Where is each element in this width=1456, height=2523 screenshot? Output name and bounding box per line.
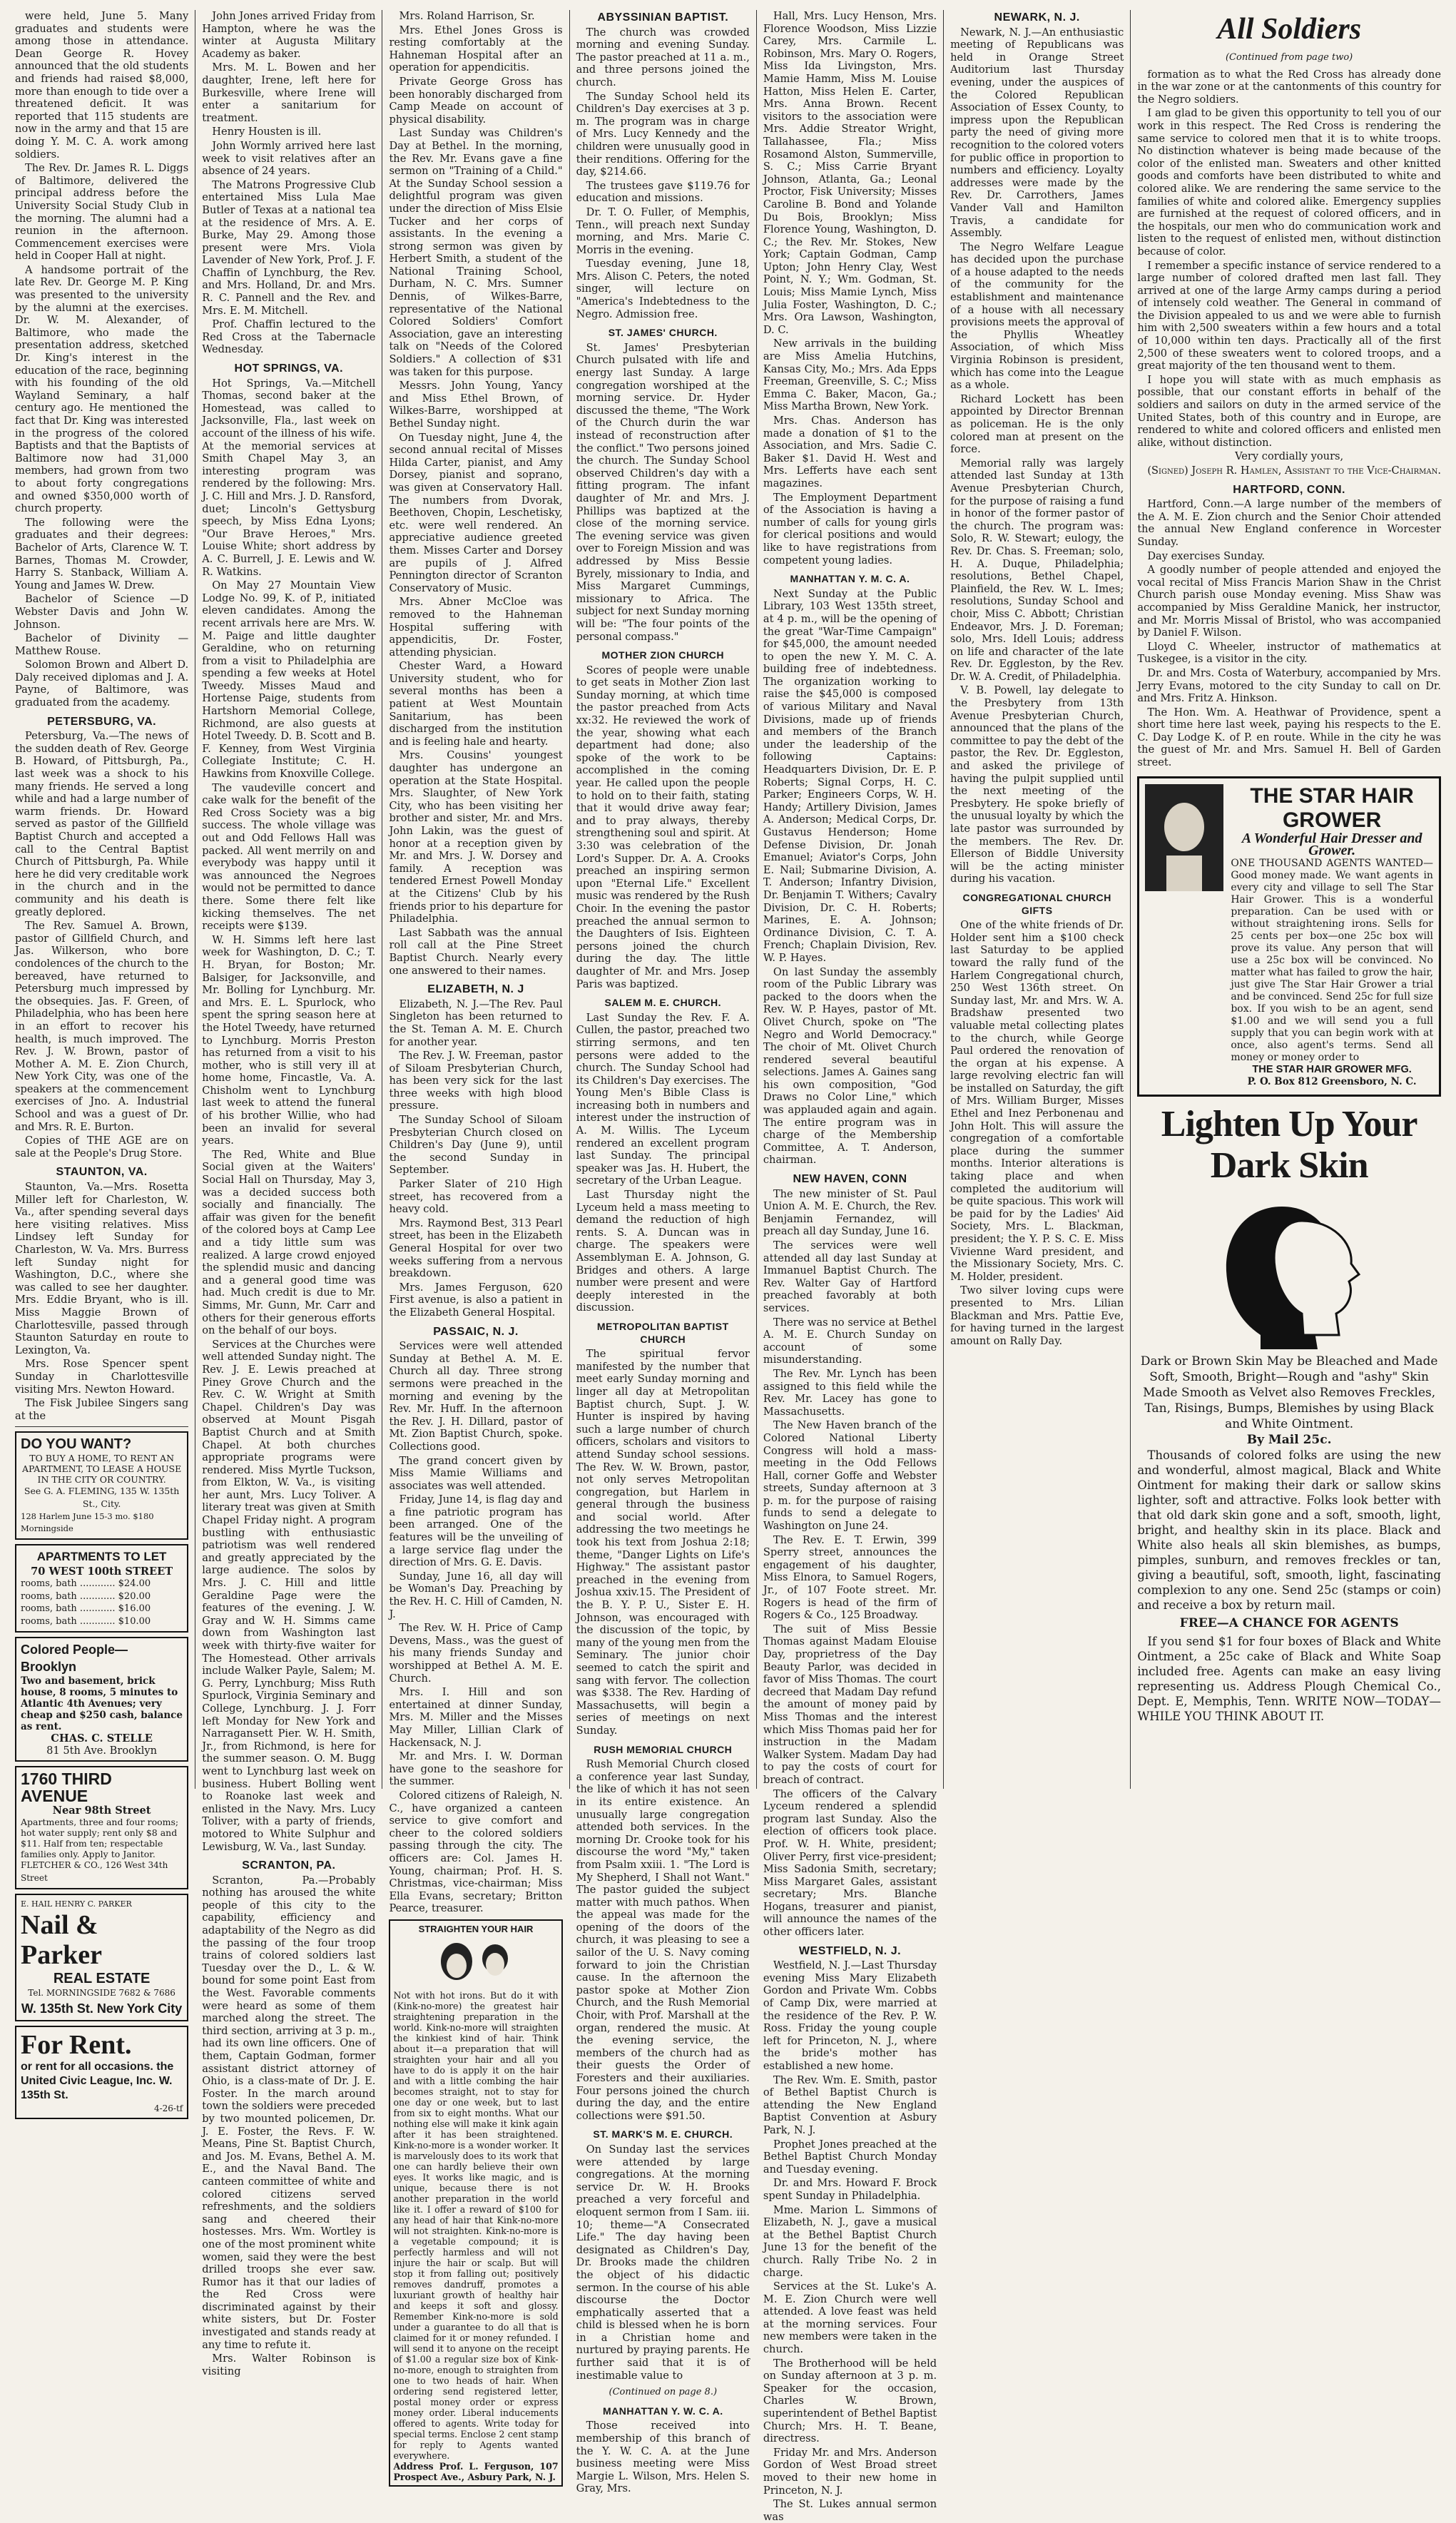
article-paragraph: Mrs. Chas. Anderson has made a donation of $1 to the Association, and Mrs. Sadie C. Baker $1. David H. West and Mrs. Lefferts have each sent magazines. — [763, 415, 937, 489]
article-paragraph: Private George Gross has been honorably discharged from Camp Meade on account of physical disability. — [389, 75, 563, 126]
article-paragraph: Petersburg, Va.—The news of the sudden death of Rev. George B. Howard, of Pittsburgh, Pa., last week was a shock to his many friends. He served a long while and had a large number of warm friends. Dr. Howard served as pastor of the Gillfield Baptist Church and accepted a call to the Central Baptist Church of Pittsburgh, Pa. While here he did very creditable work in the church and in the community and his death is greatly deplored. — [15, 730, 189, 918]
article-paragraph: Mrs. M. L. Bowen and her daughter, Irene, left here for Burkesville, where Irene will enter a sanitarium for treatment. — [202, 61, 376, 124]
article-paragraph: The Rev. E. T. Erwin, 399 Sperry street, announces the engagement of his daughter, Miss Elnora, to Samuel Rogers, Jr., of 107 Foote street. Mr. Rogers is head of the firm of Rogers & Co., 125 Broadway. — [763, 1533, 937, 1622]
article-paragraph: The Rev. W. H. Price of Camp Devens, Mass., was the guest of his many friends Sunday and worshipped at Bethel A. M. E. Church. — [389, 1622, 563, 1685]
ad-brooklyn — [15, 1637, 188, 1762]
article-paragraph: Chester Ward, a Howard University student, who for several months has been a patient at West Mountain Sanitarium, has been discharged from the institution and is feeling hale and hearty. — [389, 660, 563, 748]
article-paragraph: The services were well attended all day last Sunday at Immanuel Baptist Church. The Rev. Walter Gay of Hartford preached favorably at both services. — [763, 1239, 937, 1314]
article-paragraph: The following were the graduates and their degrees: Bachelor of Arts, Clarence W. T. Barnes, Thomas M. Crowder, Harry S. Stanback, William A. Young and James W. Drew. — [15, 516, 189, 592]
article-paragraph: The Rev. Dr. James R. L. Diggs of Baltimore, delivered the principal address before the University Social Study Club in the morning. The alumni had a reunion in the afternoon. Commencement exercises were held in Cooper Hall at night. — [15, 162, 189, 263]
ad-straighten-hair — [389, 1919, 562, 2487]
section-heading-passaic: PASSAIC, N. J. — [433, 1325, 519, 1338]
continuation-note: (Continued from page two) — [1225, 52, 1353, 63]
article-paragraph: Parker Slater of 210 High street, has recovered from a heavy cold. — [389, 1178, 563, 1216]
ad-contact: See G. A. FLEMING, 135 W. 135th St., City. — [24, 1486, 180, 1509]
ad-title: For Rent. — [21, 2029, 132, 2060]
ad-row: rooms, bath ............ $16.00 — [21, 1603, 151, 1615]
article-paragraph: Friday Mr. and Mrs. Anderson Gordon of West Broad street moved to their new home in Princeton, N. J. — [763, 2446, 937, 2497]
article-paragraph: Richard Lockett has been appointed by Director Brennan as policeman. He is the only colored man at present on the force. — [950, 392, 1124, 456]
ad-title: APARTMENTS TO LET — [36, 1549, 167, 1563]
article-paragraph: Bachelor of Science —D Webster Davis and John W. Johnson. — [15, 593, 189, 631]
article-paragraph: The grand concert given by Miss Mamie Williams and associates was well attended. — [389, 1454, 563, 1492]
ad-row: rooms, bath ............ $10.00 — [21, 1616, 151, 1628]
article-paragraph: One of the white friends of Dr. Holder sent him a $100 check last Saturday to be applied toward the rally fund of the Harlem Congregational church, 250 West 136th street. On Sunday last, Mr. and Mrs. W. A. Bradshaw presented two valuable metal collecting plates to the church, while George Paul ordered the renovation of the organ at his expense. A large revolving electric fan will be installed on Saturday, the gift of Mrs. William Burger, Misses Ethel and Inez Perbonenau and John Holt. This will assure the congregation of a comfortable place during the summer months. Interior alterations is taking place and when completed the auditorium will be quite spacious. This work will be paid for by the Ladies' Aid Society, Mrs. L. Blackman, president; the Y. P. S. C. E. Miss Vivienne Ward president, and the Missionary Society, Mrs. C. M. Holder, president. — [950, 919, 1124, 1283]
column-2 — [195, 10, 382, 2377]
article-paragraph: Services at the St. Luke's A. M. E. Zion Church were well attended. A love feast was held at the morning services. Four new members were taken in the church. — [763, 2280, 937, 2356]
ad-third-avenue — [15, 1766, 188, 1889]
section-heading-hot-springs: HOT SPRINGS, VA. — [234, 362, 344, 375]
article-paragraph: Last Sunday was Children's Day at Bethel. In the morning, the Rev. Mr. Evans gave a fine sermon on "Training of a Child." At the Sunday School session a delightful program was given under the direction of Miss Elsie Tucker and her corps of assistants. In the evening a strong sermon was given by Herbert Smith, a student of the National Training School, Durham, N. C. Mrs. Sumner Dennis, of Wilkes-Barre, representative of the National Colored Soldiers' Comfort Association, gave an interesting talk on "Needs of the Colored Soldiers." A collection of $31 was taken for this purpose. — [389, 127, 563, 378]
article-paragraph: There was no service at Bethel A. M. E. Church Sunday on account of some misunderstanding. — [763, 1316, 937, 1366]
article-paragraph: Rush Memorial Church closed a conference year last Sunday, the like of which it has not seen in its entire existence. An unusually large congregation attended both services. In the morning Dr. Crooke took for his discourse the word "My," taken from Psalm xxiii. 1. "The Lord is My Shepherd, I Shall not Want." The pastor guided the subject matter with much pathos. When the appeal was made for the opening of the doors of the church, it was pleasing to see a sailor of the U. S. Navy coming forward to join the Christian cause. In the afternoon the pastor spoke at Mother Zion Church, and the Rush Memorial Choir, with Prof. Marshall at the organ, rendered the music. At the evening service, the members of the church had as their guests the Order of Foresters and their auxiliaries. Four persons joined the church during the day, and the entire collections were $91.50. — [576, 1758, 750, 2122]
section-heading-elizabeth: ELIZABETH, N. J — [427, 983, 524, 996]
article-paragraph: Services were well attended Sunday at Bethel A. M. E. Church all day. Three strong sermons were preached in the morning and evening by the Rev. Mr. Huff. In the afternoon the Rev. J. H. Dillard, pastor of Mt. Zion Baptist Church, spoke. Collections good. — [389, 1340, 563, 1453]
ad-for-rent — [15, 2026, 188, 2120]
article-paragraph: Hartford, Conn.—A large number of the members of the A. M. E. Zion church and the Senior Choir attended the annual New England conference in Worcester Sunday. — [1137, 498, 1441, 548]
ad-nail-parker — [15, 1894, 188, 2021]
article-paragraph: Last Sabbath was the annual roll call at the Pine Street Baptist Church. Nearly every one answered to their names. — [389, 926, 563, 977]
article-paragraph: Last Thursday night the Lyceum held a mass meeting to demand the reduction of high rents. S. A. Duncan was in charge. The speakers were Assemblyman E. A. Johnson, G. Bridges and others. A large number were present and were deeply interested in the discussion. — [576, 1189, 750, 1314]
ad-title: 1760 THIRD AVENUE — [21, 1769, 112, 1805]
ad-body: Thousands of colored folks are using the new and wonderful, almost magical, Black and White Ointment for making their dark or sallow skins lighter, soft and attractive. Folks look better with that old dark skin gone and a soft, smooth, light, bright, and healthy skin in its place. Black and White also heals all skin blemishes, as bumps, pimples, sunburn, and removes freckles or tan, giving a beautiful, soft, smooth, light, fascinating complexion to any one. Send 25c (stamps or coin) and receive a box by return mail. — [1137, 1448, 1441, 1613]
ad-subtitle: REAL ESTATE — [53, 1971, 151, 1987]
article-paragraph: I am glad to be given this opportunity to tell you of our work in this respect. The Red Cross is rendering the same service to colored men that it is to white troops. No distinction whatever is being made because of the color of the enlisted man. Sweaters and other knitted goods and comforts have been distributed to white and colored alike. We are rendering the same service to the families of white and colored alike. Emergency supplies are furnished at the request of colored officers, and in the hospitals, our men who do communication work and listen to the request of enlisted men, without distinction because of color. — [1137, 107, 1441, 258]
ad-black-white-lead: Dark or Brown Skin May be Bleached and Made Soft, Smooth, Bright—Rough and "ashy" Skin Made Smooth as Velvet also Removes Freckles, Tan, Risings, Bumps, Blemishes by using Black and White Ointment. — [1140, 1354, 1438, 1432]
article-paragraph: Dr. and Mrs. Howard F. Brock spent Sunday in Philadelphia. — [763, 2177, 937, 2202]
section-heading-newark: NEWARK, N. J. — [994, 11, 1080, 24]
article-paragraph: The Fisk Jubilee Singers sang at the — [15, 1397, 189, 1422]
article-paragraph: The Matrons Progressive Club entertained Miss Lula Mae Butler of Texas at a national tea at the residence of Mrs. A. E. Burke, May 29. Among those present were Mrs. Viola Lavender of New York, Prof. J. F. Chaffin of Lynchburg, the Rev. and Mrs. Holland, Dr. and Mrs. R. C. Pannell and the Rev. and Mrs. E. M. Mitchell. — [202, 178, 376, 317]
article-paragraph: The Rev. Mr. Lynch has been assigned to this field while the Rev. Mr. Lacey has gone to Massachusetts. — [763, 1367, 937, 1418]
article-paragraph: The new minister of St. Paul Union A. M. E. Church, the Rev. Benjamin Fernandez, will preach all day Sunday, June 16. — [763, 1187, 937, 1238]
article-paragraph: On May 27 Mountain View Lodge No. 99, K. of P., initiated eleven candidates. Among the recent arrivals here are Mrs. W. M. Paige and little daughter Geraldine, who on returning from a visit to Philadelphia are spending a few weeks at Hotel Tweedy. Misses Maud and Hortense Paige, students from Hartshorn Memorial College, Richmond, are also guests at Hotel Tweedy. D. B. Scott and B. F. Kenney, from West Virginia Collegiate Institute; C. H. Hawkins from Knoxville College. — [202, 579, 376, 781]
article-paragraph: I hope you will state with as much emphasis as possible, that our constant efforts in behalf of the soldiers and sailors on duty in the armed service of the United States, both of this country and in Europe, are rendered to white and colored officers and enlisted men alike, without distinction. — [1137, 373, 1441, 449]
ad-title: STRAIGHTEN YOUR HAIR — [418, 1923, 534, 1934]
ad-phone: 128 Harlem June 15-3 mo. $180 Morningside — [21, 1511, 154, 1534]
profile-silhouettes-icon — [1175, 1192, 1403, 1349]
article-paragraph: John Jones arrived Friday from Hampton, where he was the winter at Augusta Military Academy as baker. — [202, 10, 376, 60]
article-paragraph: Mrs. Abner McCloe was removed to the Hahneman Hospital suffering with appendicitis, Dr. Foster, attending physician. — [389, 596, 563, 659]
article-paragraph: Day exercises Sunday. — [1147, 549, 1265, 562]
article-paragraph: Lloyd C. Wheeler, instructor of mathematics at Tuskegee, is a visitor in the city. — [1137, 640, 1441, 666]
article-paragraph: Westfield, N. J.—Last Thursday evening Miss Mary Elizabeth Gordon and Private Wm. Cobbs of Camp Dix, were married at the residence of the Rev. P. W. Ross. Friday the young couple left for Princeton, N. J., where the bride's mother has established a new home. — [763, 1959, 937, 2072]
ad-title: Colored People—Brooklyn — [21, 1642, 128, 1674]
section-heading-petersburg: PETERSBURG, VA. — [47, 715, 157, 728]
article-paragraph: Mme. Marion L. Simmons of Elizabeth, N. J., gave a musical at the Bethel Baptist Church June 13 for the benefit of the church. Rally Tribe No. 2 in charge. — [763, 2203, 937, 2279]
article-paragraph: On last Sunday the assembly room of the Public Library was packed to the doors when the Rev. W. P. Hayes, pastor of Mt. Olivet Church, spoke on "The Negro and World Democracy." The choir of Mt. Olivet Church rendered several beautiful selections. James A. Gaines sang his own composition, "God Draws no Color Line," which was applauded again and again. The entire program was in charge of the Membership Committee, A. T. Anderson, chairman. — [763, 965, 937, 1167]
ad-company: THE STAR HAIR GROWER MFG. — [1252, 1063, 1412, 1075]
divider — [15, 1426, 188, 1427]
article-paragraph: The trustees gave $119.76 for education and missions. — [576, 179, 750, 205]
article-paragraph: Copies of THE AGE are on sale at the People's Drug Store. — [15, 1134, 189, 1159]
article-paragraph: Memorial rally was largely attended last Sunday at 13th Avenue Presbyterian Church, for the purpose of raising a fund in honor of the former pastor of the church. The program was: Solo, R. W. Stewart; eulogy, the Rev. Dr. Chas. S. Freeman; solo, H. A. Duque, Philadelphia; resolutions, Bethel Chapel, Plainfield, the Rev. W. L. Imes; resolutions, Sunday School and choir, Miss C. Abbott; Christian Endeavor, Mrs. J. D. Foreman; solo, Mrs. Idell Louis; address on life and character of the late Rev. Dr. Eggleston, by the Rev. Dr. W. A. Credit, of Philadelphia. — [950, 457, 1124, 683]
ad-date: 4-26-tf — [153, 2103, 183, 2113]
article-paragraph: Colored citizens of Raleigh, N. C., have organized a canteen service to give comfort and cheer to the colored soldiers passing through the city. The officers are: Col. James H. Young, chairman; Prof. H. S. Christmas, vice-chairman; Miss Ella Evans, secretary; Britton Pearce, treasurer. — [389, 1789, 563, 1915]
ad-subtitle: A Wonderful Hair Dresser and Grower. — [1241, 830, 1422, 859]
ad-row: rooms, bath ............ $20.00 — [21, 1590, 151, 1602]
article-paragraph: The church was crowded morning and evening Sunday. The pastor preached at 11 a. m., and three persons joined the church. — [576, 26, 750, 88]
article-paragraph: The New Haven branch of the Colored National Liberty Congress will hold a mass-meeting in the Odd Fellows Hall, corner Goffe and Webster streets, Sunday afternoon at 3 p. m. for the purpose of raising funds to send a delegate to Washington on June 24. — [763, 1419, 937, 1533]
article-paragraph: Mrs. Roland Harrison, Sr. — [399, 10, 535, 22]
article-paragraph: Mrs. Raymond Best, 313 Pearl street, has been in the Elizabeth General Hospital for over two weeks suffering from a nervous breakdown. — [389, 1217, 563, 1280]
article-paragraph: Next Sunday at the Public Library, 103 West 135th street, at 4 p. m., will be the opening of the great "War-Time Campaign" for $45,000, the amount needed to open the new Y. M. C. A. building free of indebtedness. The organization working to raise the $45,000 is composed of various Military and Naval Divisions, made up of friends and members of the Branch under the leadership of the following Captains: Headquarters Division, Dr. E. P. Roberts; Signal Corps, H. C. Parker; Engineers Corps, W. H. Handy; Artillery Division, James A. Anderson; Medical Corps, Dr. Gustavus Henderson; Home Defense Division, Dr. Jonah Emanuel; Aviator's Corps, John E. Nail; Submarine Division, A. T. Anderson; Infantry Division, Dr. Benjamin T. Withers; Cavalry Division, Dr. C. H. Roberts; Marines, E. A. Johnson; Ordinance Division, C. T. A. French; Chaplain Division, Rev. W. P. Hayes. — [763, 587, 937, 964]
article-paragraph: The suit of Miss Bessie Thomas against Madam Elouise Day, proprietress of the Day Beauty Parlor, was decided in favor of Miss Thomas. The court decreed that Madam Day refund the amount of money paid by Miss Thomas and the interest which Miss Thomas paid her for instruction in the Madam Walker System. Madam Day had to pay the costs of court for breach of contract. — [763, 1623, 937, 1786]
article-paragraph: Solomon Brown and Albert D. Daly received diplomas and J. A. Payne, of Baltimore, was graduated from the academy. — [15, 659, 189, 709]
ad-title: THE STAR HAIR GROWER — [1250, 783, 1414, 832]
letter-closing: Very cordially yours, — [1235, 450, 1344, 463]
article-paragraph: A goodly number of people attended and enjoyed the vocal recital of Miss Francis Marion Shaw in the Christ Church parish ouse Monday evening. Miss Shaw was accompanied by Miss Geraldine Manick, her instructor, and Mr. Morris Missal of Bristol, who was accompanied by Daniel F. Wilson. — [1137, 564, 1441, 639]
article-paragraph: The Sunday School of Siloam Presbyterian Church closed on Children's Day (June 9), until the second Sunday in September. — [389, 1114, 563, 1177]
section-heading-congregational-gifts: CONGREGATIONAL CHURCH GIFTS — [962, 891, 1111, 916]
article-paragraph: Hall, Mrs. Lucy Henson, Mrs. Florence Woodson, Miss Lizzie Carey, Mrs. Carmile L. Robinson, Mrs. Mary O. Rogers, Miss Ida Livingston, Mrs. Mamie Hamm, Miss M. Louise Hatton, Miss Helen E. Carter, Mrs. Anna Brown. Recent visitors to the association were Mrs. Addie Streator Wright, Tallahassee, Fla.; Miss Rosamond Alston, Summerville, S. C.; Miss Carrie Bryant Johnson, Atlanta, Ga.; Leonal Proctor, Fisk University; Misses Caroline B. Bond and Yolande Du Bois, Brooklyn; Miss Florence Young, Washington, D. C.; the Rev. Mr. Stokes, New York; Captain Godman, Camp Upton; John Henry Clay, West Point, N. Y.; Wm. Godman, St. Louis; Miss Mamie Lynch, Miss Julia Foster, Washington, D. C.; Mrs. Ora Lawson, Washington, D. C. — [763, 10, 937, 336]
article-paragraph: Dr. T. O. Fuller, of Memphis, Tenn., will preach next Sunday morning, and Mrs. Marie C. Morris in the evening. — [576, 205, 750, 256]
ad-body: Apartments, three and four rooms; hot water supply; rent only $8 and $11. Half from ten; respectable families only. Apply to Janitor. — [21, 1817, 179, 1860]
section-heading-metropolitan: METROPOLITAN BAPTIST CHURCH — [596, 1320, 729, 1345]
article-paragraph: W. H. Simms left here last week for Washington, D. C.; T. H. Bryan, for Boston; Mr. Balsiger, for Jacksonville, and Mr. Bolling for Lynchburg. Mr. and Mrs. E. L. Spurlock, who spent the spring season here at the Hotel Tweedy, have returned to Lynchburg. Morris Preston has returned from a visit to his mother, who is still very ill at home home, Fincastle, Va. A. Chisholm went to Lynchburg last week to attend the funeral of his brother Willie, who had been an invalid for several years. — [202, 933, 376, 1147]
article-paragraph: Mr. and Mrs. I. W. Dorman have gone to the seashore for the summer. — [389, 1750, 563, 1788]
article-paragraph: Henry Housten is ill. — [212, 126, 322, 138]
column-7 — [1131, 10, 1447, 1789]
section-heading-st-marks: ST. MARK'S M. E. CHURCH. — [593, 2128, 733, 2141]
ad-address: 81 5th Ave. Brooklyn — [46, 1745, 158, 1757]
section-heading-st-james: ST. JAMES' CHURCH. — [608, 327, 718, 339]
article-paragraph: Mrs. Walter Robinson is visiting — [202, 2352, 376, 2377]
section-heading-hartford: HARTFORD, CONN. — [1233, 483, 1345, 496]
ad-body: Two and basement, brick house, 8 rooms, 5 minutes to Atlantic 4th Avenues; very cheap and $250 cash, balance as rent. — [21, 1675, 183, 1732]
ad-body: Not with hot irons. But do it with (Kink-no-more) the greatest hair straightening preparation in the world. Kink-no-more will straighten the kinkiest kind of hair. Think about it—a preparation that will straighten your hair and all you have to do is apply it on the hair and with a little combing the hair becomes straight, not to stay for one day or one week, but to last from six to eight months. What our nothing else will make it kink again after it has been straightened. Kink-no-more is a wonder worker. It is marvelously does to its work that one can hardly believe their own eyes. It works like magic, and is unique, because there is not another preparation in the world like it. I offer a reward of $100 for any head of hair that Kink-no-more will not straighten. Kink-no-more is a vegetable compound; it is perfectly harmless and will not injure the hair or scalp. But will stop it from falling out; positively removes dandruff, promotes a luxuriant growth of healthy hair and keeps it soft and glossy. Remember Kink-no-more is sold under a guarantee to do all that is claimed for it or money refunded. I will send it to anyone on the receipt of $1.00 a regular size box of Kink-no-more, enough to straighten from one to two heads of hair. When ordering send registered letter, postal money order or express money order. Liberal inducements offered to agents. Write today for special terms. Enclose 2 cent stamp for reply to Agents wanted everywhere. — [393, 1989, 559, 2461]
column-4 — [570, 10, 757, 2495]
article-paragraph: Services at the Churches were well attended Sunday night. The Rev. J. E. Lewis preached at Piney Grove Church and the Rev. C. W. Wright at Smith Chapel. Children's Day was observed at Mount Pisgah Baptist Church and at Smith Chapel. At both churches appropriate programs were rendered. Miss Myrtle Tuckson, from Elkton, W. Va., is visiting her aunt, Mrs. Lucy Toliver. A literary treat was given at Smith Chapel Friday night. A program bustling with enthusiastic patriotism was well rendered and greatly appreciated by the large audience. The solos by Mrs. J. C. Hill and little Geraldine Page were the features of the evening. J. W. Gray and W. H. Simms came down from Washington last week with thirty-five waiter for The Homestead. Other arrivals include Walker Payle, Salem; M. G. Perry, Lynchburg; Miss Ruth Spurlock, Virginia Seminary and College, Lynchburg. J. J. Forr left Monday for New York and Narragansett Pier. W. H. Smith, Jr., from Richmond, is here for the summer season. O. M. Bugg went to Lynchburg last week on business. Hubert Bolling went to Roanoke last week and enlisted in the Navy. Mrs. Lucy Toliver, with a party of friends, motored to White Sulphur and Lewisburg, W. Va., last Sunday. — [202, 1338, 376, 1853]
column-6 — [944, 10, 1131, 1789]
ad-portrait — [1145, 784, 1223, 891]
article-paragraph: Bachelor of Divinity — Matthew Rouse. — [15, 632, 189, 657]
article-paragraph: The Brotherhood will be held on Sunday afternoon at 3 p. m. Speaker for the occasion, Charles W. Brown, superintendent of Bethel Baptist Church; Mrs. H. T. Beane, directress. — [763, 2357, 937, 2445]
article-paragraph: formation as to what the Red Cross has already done in the war zone or at the cantonments of this country for the Negro soldiers. — [1137, 68, 1441, 106]
article-paragraph: were held, June 5. Many graduates and students were among those in attendance. Dean George R. Hovey announced that the old students and friends had raised $8,000, more than enough to tide over a threatened deficit. It was reported that 115 students are now in the army and that 15 are doing Y. M. C. A. work among soldiers. — [15, 10, 189, 161]
ad-illustration — [393, 1937, 558, 1987]
article-paragraph: Dr. and Mrs. Costa of Waterbury, accompanied by Mrs. Jerry Evans, motored to the city Sunday to call on Dr. and Mrs. Fritz A. Hinkson. — [1137, 666, 1441, 705]
article-paragraph: A handsome portrait of the late Rev. Dr. George M. P. King was presented to the university by the alumni at the exercises. Dr. W. M. Alexander, of Baltimore, who made the presentation address, sketched Dr. King's interest in the education of the race, beginning with his founding of the old Wayland Seminary, a half century ago. He mentioned the fact that Dr. King was interested in the progress of the colored Baptists and that the Baptists of Baltimore now had 31,000 members, had grown from two to about forty congregations and owned $350,000 worth of church property. — [15, 263, 189, 515]
article-paragraph: V. B. Powell, lay delegate to the Presbytery from 13th Avenue Presbyterian Church, announced that the plans of the committee to pay the debt of the pastor, the Rev. Dr. Eggleston, and asked the privilege of having the pulpit supplied until the next meeting of the Presbytery. He spoke briefly of the unusual loyalty by which the late pastor was surrounded by the members. The Rev. Dr. Ellerson of Biddle University will be the acting minister during his vacation. — [950, 684, 1124, 885]
article-paragraph: Mrs. James Ferguson, 620 First avenue, is also a patient in the Elizabeth General Hospital. — [389, 1281, 563, 1319]
article-paragraph: New arrivals in the building are Miss Amelia Hutchins, Kansas City, Mo.; Mrs. Ada Epps Freeman, Greenville, S. C.; Miss Emma C. Baker, Macon, Ga.; Miss Martha Brown, New York. — [763, 337, 937, 413]
ad-address: Address Prof. L. Ferguson, 107 Prospect Ave., Asbury Park, N. J. — [393, 2460, 559, 2482]
ad-subtitle: 70 WEST 100th STREET — [31, 1565, 173, 1578]
article-paragraph: John Wormly arrived here last week to visit relatives after an absence of 24 years. — [202, 139, 376, 178]
column-container — [9, 10, 1447, 2523]
section-heading-ymca: MANHATTAN Y. M. C. A. — [790, 573, 910, 585]
section-heading-staunton: STAUNTON, VA. — [56, 1166, 148, 1179]
article-paragraph: Messrs. John Young, Yancy and Miss Ethel Brown, of Wilkes-Barre, worshipped at Bethel Sunday night. — [389, 380, 563, 430]
article-paragraph: Two silver loving cups were presented to Mrs. Lilian Blackman and Mrs. Pattie Eve, for having turned in the largest amount on Rally Day. — [950, 1284, 1124, 1347]
article-paragraph: Mrs. Rose Spencer spent Sunday in Charlottesville visiting Mrs. Newton Howard. — [15, 1358, 189, 1396]
section-heading-abyssinian: ABYSSINIAN BAPTIST. — [597, 11, 729, 24]
continuation-note: (Continued on page 8.) — [609, 2387, 718, 2398]
article-paragraph: Elizabeth, N. J.—The Rev. Paul Singleton has been returned to the St. Teman A. M. E. Church for another year. — [389, 997, 563, 1048]
ad-headline-lighten-skin: Lighten Up Your Dark Skin — [1161, 1104, 1417, 1187]
section-heading-mother-zion: MOTHER ZION CHURCH — [601, 649, 725, 661]
article-paragraph: The spiritual fervor manifested by the number that meet early Sunday morning and linger all day at Metropolitan Baptist church, Supt. J. W. Hunter is inspired by having such a large number of church officers, scholars and visitors to attend Sunday school sessions. The Rev. W. W. Brown, pastor, not only serves Metropolitan congregation, but Harlem in general through the business and social world. After addressing the two meetings he took his text from Joshua 2:18; theme, "Danger Lights on Life's Highway." The assistant pastor preached in the evening from Joshua xxiv.15. The President of the B. Y. P. U., Sister E. H. Johnson, was encouraged with the discussion of the topic, by many of the young men from the Seminary. The junior choir seemed to catch the spirit and sang with fervor. The collection was $338. The Rev. Harding of Massachusetts, will begin a series of meetings on next Sunday. — [576, 1348, 750, 1737]
ad-address: P. O. Box 812 Greensboro, N. C. — [1247, 1076, 1417, 1088]
section-heading-new-haven: NEW HAVEN, CONN — [793, 1173, 907, 1186]
article-paragraph: The Red, White and Blue Social given at the Waiters' Social Hall on Thursday, May 3, was a decided success both socially and financially. The affair was given for the benefit of the colored boys at Camp Lee and a tidy little sum was realized. A large crowd enjoyed the splendid music and dancing and a general good time was had. Much credit is due to Mr. Simms, Mr. Gunn, Mr. Carr and others for their generous efforts on the behalf of our boys. — [202, 1148, 376, 1337]
article-paragraph: The vaudeville concert and cake walk for the benefit of the Red Cross Society was a big success. The whole village was out and Odd Fellows Hall was packed. All went merrily on and everybody was happy until it was announced the Negroes would not be permitted to dance there. Some there felt like kicking themselves. The net receipts were $139. — [202, 781, 376, 933]
article-paragraph: The Sunday School held its Children's Day exercises at 3 p. m. The program was in charge of Mrs. Lucy Kennedy and the children were unusually good in their renditions. Offering for the day, $214.66. — [576, 90, 750, 178]
woman-portrait-icon — [1145, 784, 1223, 891]
ad-row: rooms, bath ............ $24.00 — [21, 1578, 151, 1590]
article-paragraph: The Rev. Wm. E. Smith, pastor of Bethel Baptist Church is attending the New England Baptist Convention at Asbury Park, N. J. — [763, 2073, 937, 2136]
article-paragraph: Those received into membership of this branch of the Y. W. C. A. at the June business meeting were Miss Margie L. Wilson, Mrs. Helen S. Gray, Mrs. — [576, 2420, 750, 2495]
ad-phone: Tel. MORNINGSIDE 7682 & 7686 — [28, 1988, 175, 1999]
ad-body: or rent for all occasions. the United Civic League, Inc. W. 135th St. — [21, 2060, 174, 2101]
ad-title: DO YOU WANT? — [21, 1436, 132, 1453]
article-paragraph: St. James' Presbyterian Church pulsated with life and energy last Sunday. A large congregation worshiped at the morning service. Dr. Hyder discussed the theme, "The Work of the Church durin the war instead of reconstruction after the conflict." Two persons joined the church. The Sunday School observed Children's day with a fitting program. The infant daughter of Mr. and Mrs. J. Phillips was baptized at the close of the morning service. The evening service was given over to Foreign Mission and was addressed by Miss Bessie Byrely, missionary to India, and Miss Margaret Cummings, missionary to Africa. The subject for next Sunday morning will be: "The four points of the personal compass." — [576, 341, 750, 643]
article-paragraph: The Negro Welfare League has decided upon the purchase of a house adapted to the needs of the community for the establishment and maintenance of a house with all necessary provisions meets the approval of the Phyllis Wheatley Association, of which Miss Virginia Robinson is president, which has come into the League as a whole. — [950, 240, 1124, 392]
ad-agents-body: If you send $1 for four boxes of Black and White Ointment, a 25c cake of Black and White Soap included free. Agents can make an easy living representing us. Address Plough Chemical Co., Dept. E, Memphis, Tenn. WRITE NOW—TODAY—WHILE YOU THINK ABOUT IT. — [1137, 1635, 1441, 1724]
ad-body: TO BUY A HOME, TO RENT AN APARTMENT, TO LEASE A HOUSE IN THE CITY OR COUNTRY. — [22, 1453, 182, 1486]
ad-address: W. 135th St. New York City — [21, 2001, 183, 2016]
ad-agents-heading: FREE—A CHANCE FOR AGENTS — [1179, 1616, 1399, 1631]
article-paragraph: Friday, June 14, is flag day and a fine patriotic program has been arranged. One of the features will be the unveiling of a large service flag under the direction of Mrs. G. E. Davis. — [389, 1493, 563, 1569]
article-paragraph: Tuesday evening, June 18, Mrs. Alison C. Peters, the noted singer, will lecture on "America's Indebtedness to the Negro. Admission free. — [576, 258, 750, 320]
article-paragraph: Hot Springs, Va.—Mitchell Thomas, second baker at the Homestead, was called to Jacksonville, Fla., last week on account of the illness of his wife. At the memorial services at Smith Chapel May 3, an interesting program was rendered by the following: Mrs. J. C. Hill and Mrs. J. D. Ransford, duet; Lincoln's Gettysburg speech, by Miss Edna Lyons; "Our Brave Heroes," Mrs. Louise White; short address by A. C. Burrell, J. E. Lewis and W. R. Watkins. — [202, 377, 376, 578]
ad-price: By Mail 25c. — [1246, 1433, 1332, 1448]
article-paragraph: The officers of the Calvary Lyceum rendered a splendid program last Sunday. Also the election of officers took place. Prof. W. H. White, president; Oliver Perry, first vice-president; Miss Sadonia Smith, secretary; Miss Margaret Gales, assistant secretary; Mrs. Blanche Hogans, treasurer and pianist, will announce the names of the other officers later. — [763, 1787, 937, 1939]
ad-contact: CHAS. C. STELLE — [51, 1732, 153, 1745]
ad-star-hair-grower — [1137, 776, 1441, 1097]
article-paragraph: Mrs. Ethel Jones Gross is resting comfortably at the Hahneman Hospital after an operation for appendicitis. — [389, 24, 563, 74]
article-paragraph: The St. Lukes annual sermon was — [763, 2498, 937, 2523]
column-3 — [382, 10, 569, 2482]
ad-header: E. HAIL HENRY C. PARKER — [21, 1899, 132, 1909]
ad-subtitle: Near 98th Street — [52, 1804, 151, 1817]
article-paragraph: On Tuesday night, June 4, the second annual recital of Misses Hilda Carter, pianist, and Amy Dorsey, pianist and soprano, was given at Conservatory Hall. The numbers from Dvorak, Beethoven, Chopin, Leschetisky, etc. were well rendered. An appreciative audience greeted them. Misses Carter and Dorsey are pupils of J. Alfred Pennington director of Scranton Conservatory of Music. — [389, 431, 563, 594]
article-paragraph: The Employment Department of the Association is having a number of calls for young girls for clerical positions and would like to have registrations from competent young ladies. — [763, 491, 937, 567]
article-paragraph: Mrs. Cousins' youngest daughter has undergone an operation at the State Hospital. Mrs. Slaughter, of New York City, who has been visiting her brother and sister, Mr. and Mrs. John Lakin, was the guest of honor at a reception given by Mr. and Mrs. J. W. Dorsey and family. A reception was tendered Ernest Powell Monday at the Citizens' Club by his friends prior to his departure for Philadelphia. — [389, 749, 563, 925]
section-heading-scranton: SCRANTON, PA. — [242, 1859, 336, 1872]
column-5 — [757, 10, 944, 2523]
article-paragraph: Prophet Jones preached at the Bethel Baptist Church Monday and Tuesday evening. — [763, 2138, 937, 2176]
article-paragraph: On Sunday last the services were attended by large congregations. At the morning service Dr. W. H. Brooks preached a very forceful and eloquent sermon from I Sam. iii. 10; theme—"A Consecrated Life." The day having been designated as Children's Day, Dr. Brooks made the children the object of his didactic sermon. In the course of his able discourse the Doctor emphatically asserted that a child is blessed when he is born in a Christian home and nurtured by praying parents. He further said that it is of inestimable value to — [576, 2143, 750, 2382]
column-1 — [9, 10, 195, 2113]
section-heading-rush-memorial: RUSH MEMORIAL CHURCH — [594, 1743, 733, 1755]
article-paragraph: Scores of people were unable to get seats in Mother Zion last Sunday morning, at which time the pastor preached from Acts xx:32. He reviewed the work of the year, showing what each department had done; also spoke of the work to be accomplished in the coming year. He called upon the people to hold on to their faith, stating that it would drive away fear; and to pray always, thereby strengthening soul and spirit. At 3:30 was celebration of the Lord's Supper. Dr. A. A. Crooks preached an inspiring sermon upon "Eternal Life." Excellent music was rendered by the Rush Choir. In the evening the pastor preached the annual sermon to the Daughters of Isis. Eighteen persons joined the church during the day. The little daughter of Mr. and Mrs. Josep Paris was baptized. — [576, 664, 750, 990]
ad-do-you-want — [15, 1431, 188, 1539]
article-paragraph: Newark, N. J.—An enthusiastic meeting of Republicans was held in Orange Street Auditorium last Thursday evening, under the auspices of the Colored Republican Association of Essex County, to impress upon the Republican party the need of giving more recognition to the colored voters for public office in proportion to numbers and efficiency. Loyalty addresses were made by the Rev. Dr. Carrothers, James Vander Vall and Hamilton Travis, a candidate for Assembly. — [950, 26, 1124, 240]
article-paragraph: Staunton, Va.—Mrs. Rosetta Miller left for Charleston, W. Va., after spending several days here visiting relatives. Miss Lindsey left Sunday for Charleston, W. Va. Mrs. Burress left Sunday night for Washington, D.C., where she was called to see her daughter. Mrs. Eddie Bryant, who is ill. Miss Maggie Brown of Charlottesville, passed through Staunton Saturday en route to Lexington, Va. — [15, 1181, 189, 1356]
headline-all-soldiers: All Soldiers — [1217, 13, 1362, 46]
article-paragraph: Scranton, Pa.—Probably nothing has aroused the white people of this city to the capability, efficiency and adaptability of the Negro as did the passing of the four troop trains of colored soldiers last Tuesday over the D., L. & W. bound for some point East from the West. Favorable comments were heard as some of them marched along the street. The third section, arriving at 3 p. m., had its own line officers. One of them, Captain Godman, former assistant district attorney of Ohio, is a class-mate of Dr. J. E. Foster. In the march around town the soldiers were preceded by two mounted policemen, Dr. J. E. Foster, the Revs. F. W. Means, Pine St. Baptist Church, and Jos. M. Evans, Bethel A. M. E., and the Naval Band. The canteen committee of white and colored citizens served refreshments, and the soldiers sang and cheered their hostesses. Mrs. Wm. Wortley is one of the most prominent white women, said they were the best drilled troops she ever saw. Rumor has it that our ladies of the Red Cross were discriminated against by their white sisters, but Dr. Foster investigated and stands ready at any time to refute it. — [202, 1874, 376, 2351]
article-paragraph: Mrs. I. Hill and son entertained at dinner Sunday, Mrs. M. Miller and the Misses May Miller, Lillian Clark of Hackensack, N. J. — [389, 1686, 563, 1749]
article-paragraph: Sunday, June 16, all day will be Woman's Day. Preaching by the Rev. H. C. Hill of Camden, N. J. — [389, 1570, 563, 1620]
article-paragraph: The Hon. Wm. A. Heathwar of Providence, spent a short time here last week, paying his respects to the E. C. Day Lodge K. of P. en route. While in the city he was the guest of Mr. and Mrs. Samuel H. Bell of Garden street. — [1137, 706, 1441, 769]
ad-contact: FLETCHER & CO., 126 West 34th Street — [21, 1860, 168, 1884]
section-heading-salem: SALEM M. E. CHURCH. — [604, 997, 722, 1009]
two-heads-icon — [429, 1937, 522, 1987]
section-heading-westfield: WESTFIELD, N. J. — [798, 1944, 902, 1957]
ad-apartments — [15, 1544, 188, 1633]
article-paragraph: The Rev. J. W. Freeman, pastor of Siloam Presbyterian Church, has been very sick for the last three weeks with high blood pressure. — [389, 1050, 563, 1112]
ad-title: Nail & Parker — [21, 1910, 102, 1971]
ad-body: ONE THOUSAND AGENTS WANTED—Good money made. We want agents in every city and village to sell The Star Hair Grower. This is a wonderful preparation. Can be used with or without straightening irons. Sells for 25 cents per box—one 25c box will prove its value. Any person that will use a 25c box will be convinced. No matter what has failed to grow the hair, just give The Star Hair Grower a trial and be convinced. Send 25c for full size box. If you wish to be an agent, send $1.00 and we will send you a full supply that you can begin work with at once, also agent's terms. Send all money or money order to — [1231, 857, 1433, 1063]
letter-signature: (Signed) Joseph R. Hamlen, Assistant to the Vice-Chairman. — [1147, 465, 1441, 477]
article-paragraph: The Rev. Samuel A. Brown, pastor of Gillfield Church, and Jas. Wilkerson, who bore condolences of the church to the bereaved, have returned to Petersburg much impressed by the obsequies. Jas. F. Green, of Philadelphia, who has been here in an effort to recover his health, is much improved. The Rev. J. W. Brown, pastor of Mother A. M. E. Zion Church, New York City, was one of the speakers at the commencement exercises of Jno. A. Industrial School and was a guest of Dr. and Mrs. R. E. Burton. — [15, 920, 189, 1133]
section-heading-ywca: MANHATTAN Y. W. C. A. — [602, 2405, 723, 2417]
article-paragraph: I remember a specific instance of service rendered to a large number of colored drafted men last fall. They arrived at one of the large Army camps during a period of intensely cold weather. The General in command of the Division appealed to us and we were able to furnish him with 2,500 sweaters within a few hours and a total of 10,000 within ten days. Practically all of the first 2,500 of these sweaters went to colored troops, and a great majority of the ten thousand went to them. — [1137, 259, 1441, 372]
article-paragraph: Last Sunday the Rev. F. A. Cullen, the pastor, preached two stirring sermons, and ten persons were added to the church. The Sunday School had its Children's Day exercises. The Young Men's Bible Class is increasing both in numbers and interest under the instruction of A. M. Willis. The Lyceum rendered an excellent program last Sunday. The principal speaker was Jas. H. Hubert, the secretary of the Urban League. — [576, 1011, 750, 1187]
article-paragraph: Prof. Chaffin lectured to the Red Cross at the Tabernacle Wednesday. — [202, 318, 376, 356]
